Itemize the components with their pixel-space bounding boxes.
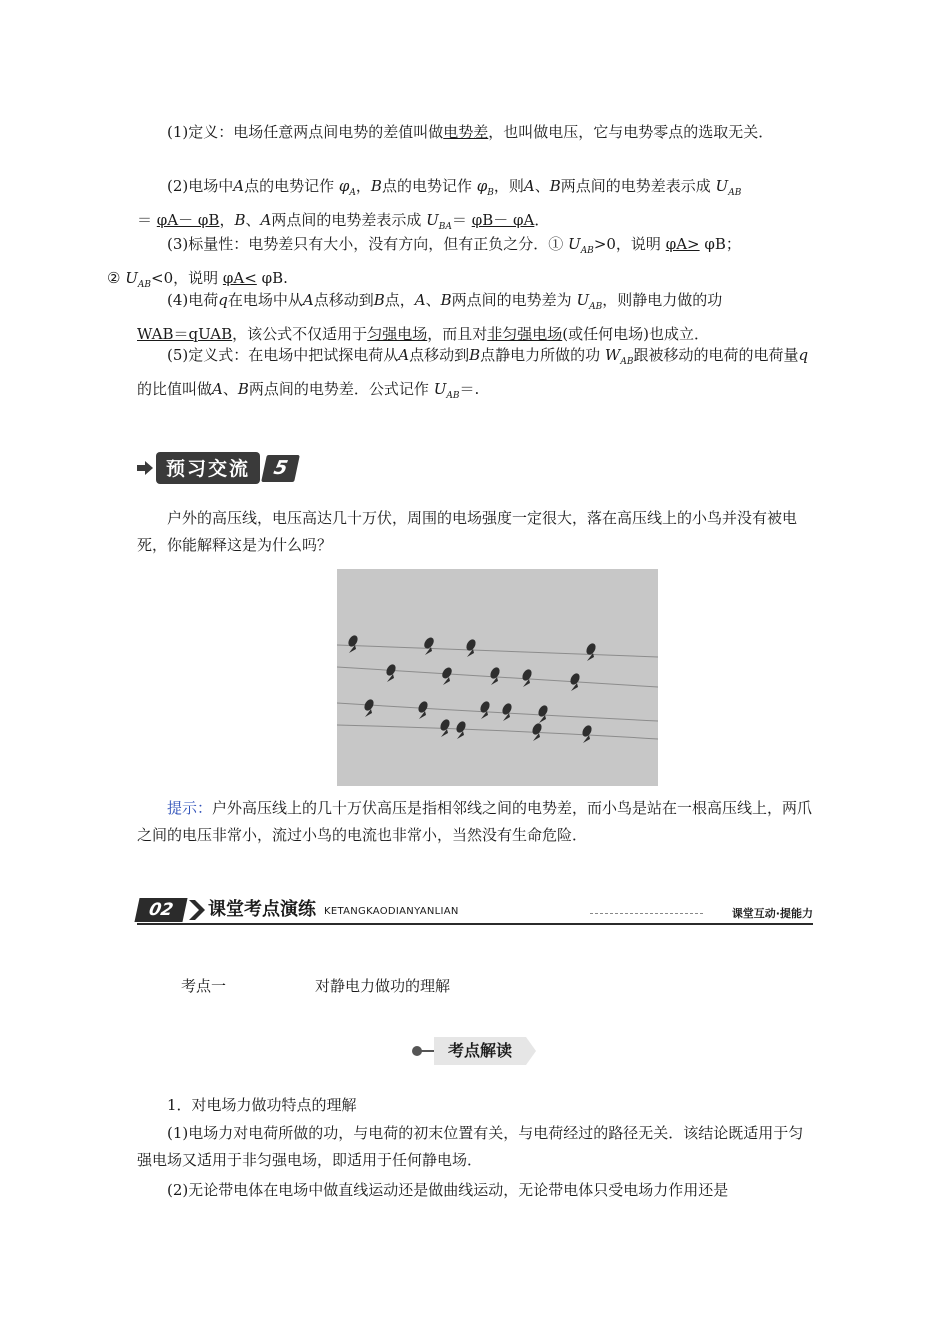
text: ② bbox=[107, 269, 126, 287]
definition-paragraph bbox=[137, 119, 813, 146]
var: U bbox=[576, 291, 590, 309]
chevron-right-icon bbox=[187, 900, 205, 920]
var: B bbox=[370, 177, 382, 195]
section-number-badge: 02 bbox=[134, 898, 187, 922]
text: ， bbox=[219, 211, 235, 229]
text: ，则 bbox=[493, 177, 524, 195]
text: 点移动到 bbox=[313, 291, 374, 309]
var: B bbox=[234, 211, 246, 229]
var: B bbox=[549, 177, 561, 195]
banner-number: 5 bbox=[261, 455, 300, 482]
text: (或任何电场)也成立． bbox=[562, 325, 709, 343]
var: q bbox=[798, 346, 809, 364]
item-paragraph: (1)电场力对电荷所做的功，与电荷的初末位置有关，与电荷经过的路径无关．该结论既适用于匀强电场又适用于非匀强电场，即适用于任何静电场． bbox=[137, 1124, 804, 1169]
text: ＝ bbox=[451, 211, 467, 229]
sub: AB bbox=[589, 302, 603, 312]
text: ，则静电力做的功 bbox=[602, 291, 723, 309]
underlined-formula: WAB＝qUAB bbox=[137, 325, 233, 343]
var: U bbox=[715, 177, 729, 195]
text: <0，说明 bbox=[151, 269, 223, 287]
var: A bbox=[398, 346, 410, 364]
hint-text: 户外高压线上的几十万伏高压是指相邻线之间的电势差，而小鸟是站在一根高压线上，两爪之间的电压非常小，流过小鸟的电流也非常小，当然没有生命危险． bbox=[137, 799, 813, 844]
var: W bbox=[604, 346, 621, 364]
formula-paragraph bbox=[137, 342, 813, 410]
hint-paragraph bbox=[137, 795, 813, 849]
sub: AB bbox=[620, 357, 634, 367]
underlined-formula: φA< bbox=[222, 269, 257, 287]
text: 点， bbox=[384, 291, 415, 309]
var: A bbox=[212, 380, 223, 398]
underlined-term: 电势差 bbox=[443, 123, 489, 141]
sub: BA bbox=[438, 222, 452, 232]
var: B bbox=[469, 346, 481, 364]
underlined-formula: φA－ φB bbox=[156, 211, 220, 229]
question-paragraph: 户外的高压线，电压高达几十万伏，周围的电场强度一定很大，落在高压线上的小鸟并没有被电死，你能解释这是为什么吗？ bbox=[137, 509, 798, 554]
var: A bbox=[414, 291, 426, 309]
section-subtitle: 课堂互动·提能力 bbox=[731, 907, 813, 920]
text: 点移动到 bbox=[409, 346, 470, 364]
text: 两点间的电势差．公式记作 bbox=[248, 380, 434, 398]
kaodian-jiedu-tag bbox=[412, 1037, 536, 1065]
text: 、 bbox=[222, 380, 238, 398]
sub: A bbox=[349, 188, 356, 198]
text: (5)定义式：在电场中把试探电荷从 bbox=[167, 346, 399, 364]
text: ，该公式不仅适用于 bbox=[232, 325, 368, 343]
text: (3)标量性：电势差只有大小，没有方向，但有正负之分．① bbox=[167, 235, 569, 253]
text: 、 bbox=[425, 291, 441, 309]
underlined-term: 非匀强电场 bbox=[487, 325, 563, 343]
text: 在电场中从 bbox=[227, 291, 303, 309]
underlined-formula: φA> bbox=[665, 235, 700, 253]
section-rule bbox=[137, 923, 813, 925]
text: ， bbox=[355, 177, 371, 195]
var: A bbox=[523, 177, 535, 195]
var: φ bbox=[338, 177, 350, 195]
section-pinyin: KETANGKAODIANYANLIAN bbox=[324, 906, 459, 917]
dashed-divider bbox=[590, 913, 703, 914]
section-title: 课堂考点演练 bbox=[208, 899, 316, 920]
work-paragraph bbox=[137, 287, 813, 348]
var: A bbox=[302, 291, 314, 309]
text: (2)电场中 bbox=[167, 177, 234, 195]
text: 、 bbox=[534, 177, 550, 195]
section-header bbox=[137, 897, 813, 925]
text: ＝. bbox=[459, 380, 480, 398]
var: A bbox=[233, 177, 245, 195]
kaodian-title: 对静电力做功的理解 bbox=[315, 977, 451, 995]
text: 点的电势记作 bbox=[244, 177, 339, 195]
var: B bbox=[237, 380, 249, 398]
item-heading: 1．对电场力做功特点的理解 bbox=[167, 1096, 357, 1114]
birds-on-wires-photo bbox=[337, 569, 658, 786]
text: (1)定义：电场任意两点间电势的差值叫做 bbox=[167, 123, 444, 141]
sub: AB bbox=[446, 391, 460, 401]
text: >0，说明 bbox=[593, 235, 666, 253]
text: ． bbox=[534, 211, 550, 229]
item-paragraph: (2)无论带电体在电场中做直线运动还是做曲线运动，无论带电体只受电场力作用还是 bbox=[167, 1181, 729, 1199]
text: ＝ bbox=[137, 211, 153, 229]
text: ，也叫做电压，它与电势零点的选取无关． bbox=[488, 123, 774, 141]
text: ，而且对 bbox=[427, 325, 488, 343]
hint-label: 提示： bbox=[167, 799, 213, 817]
text: 、 bbox=[245, 211, 261, 229]
banner-label: 预习交流 bbox=[156, 452, 260, 484]
connector-line bbox=[420, 1050, 434, 1052]
underlined-term: 匀强电场 bbox=[367, 325, 428, 343]
text: 点静电力所做的功 bbox=[480, 346, 605, 364]
text: (4)电荷 bbox=[167, 291, 219, 309]
text: φB. bbox=[256, 269, 288, 287]
var: φ bbox=[476, 177, 488, 195]
var: U bbox=[426, 211, 439, 229]
var: q bbox=[218, 291, 228, 309]
jiedu-label: 考点解读 bbox=[434, 1037, 526, 1065]
underlined-formula: φB－ φA bbox=[471, 211, 535, 229]
var: U bbox=[125, 269, 138, 287]
text: 两点间的电势差表示成 bbox=[560, 177, 716, 195]
var: B bbox=[373, 291, 385, 309]
sub: B bbox=[487, 188, 494, 198]
tag-tail bbox=[526, 1037, 536, 1065]
arrow-right-icon bbox=[137, 461, 153, 475]
text: φB； bbox=[699, 235, 741, 253]
text: 两点间的电势差为 bbox=[451, 291, 577, 309]
sub: AB bbox=[580, 246, 594, 256]
text: 的比值叫做 bbox=[137, 380, 213, 398]
sub: AB bbox=[728, 188, 742, 198]
text: 跟被移动的电荷的电荷量 bbox=[633, 346, 799, 364]
sub: AB bbox=[137, 280, 151, 290]
var: U bbox=[568, 235, 581, 253]
var: B bbox=[440, 291, 452, 309]
text: 点的电势记作 bbox=[381, 177, 477, 195]
text: 两点间的电势差表示成 bbox=[271, 211, 427, 229]
kaodian-label: 考点一 bbox=[181, 977, 227, 995]
preview-exchange-banner bbox=[137, 452, 297, 484]
var: U bbox=[433, 380, 447, 398]
var: A bbox=[260, 211, 272, 229]
